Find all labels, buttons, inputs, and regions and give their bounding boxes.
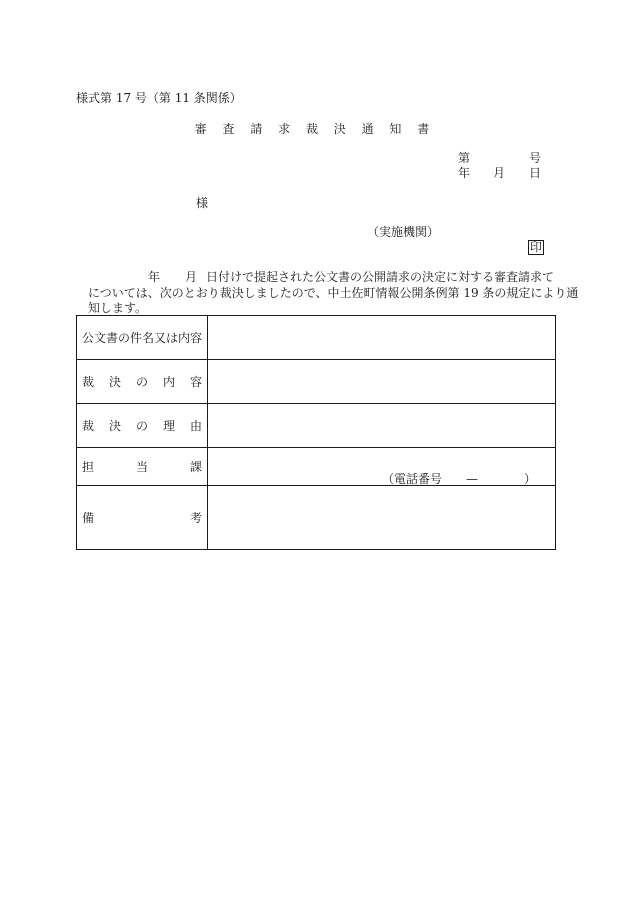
date-day: 日 bbox=[529, 166, 542, 180]
body-line-2: については、次のとおり裁決しましたので、中土佐町情報公開条例第 19 条の規定により通 bbox=[88, 286, 579, 300]
row-label bbox=[77, 486, 208, 550]
row-label-text bbox=[77, 373, 207, 390]
seal-mark: 印 bbox=[530, 240, 543, 254]
department-row bbox=[77, 448, 556, 486]
label-char: 容 bbox=[189, 375, 202, 389]
label-char: 考 bbox=[189, 511, 202, 525]
row-value[interactable] bbox=[208, 448, 556, 486]
label-char: 由 bbox=[189, 419, 202, 433]
row-value[interactable] bbox=[208, 486, 556, 550]
label-char: 担 bbox=[82, 460, 95, 474]
label-char: 裁 bbox=[82, 419, 95, 433]
row-label bbox=[77, 448, 208, 486]
ruling-content-row bbox=[77, 360, 556, 404]
row-label-text bbox=[77, 417, 207, 434]
document-title: 審 査 請 求 裁 決 通 知 書 bbox=[194, 122, 436, 136]
date-year: 年 bbox=[458, 166, 471, 180]
row-value[interactable] bbox=[208, 316, 556, 360]
row-value[interactable] bbox=[208, 360, 556, 404]
body-line-1 bbox=[148, 270, 554, 284]
label-char: 決 bbox=[108, 419, 121, 433]
label-char: 内 bbox=[162, 375, 175, 389]
label-char: 当 bbox=[135, 460, 148, 474]
remarks-row bbox=[77, 486, 556, 550]
row-label-text bbox=[77, 509, 207, 526]
label-char: 課 bbox=[189, 460, 202, 474]
addressee-suffix: 様 bbox=[196, 196, 209, 210]
ruling-table bbox=[76, 315, 556, 550]
row-label bbox=[77, 316, 208, 360]
document-title-row bbox=[77, 316, 556, 360]
label-char: の bbox=[135, 375, 148, 389]
row-label bbox=[77, 404, 208, 448]
date-month: 月 bbox=[493, 166, 506, 180]
number-prefix: 第 bbox=[458, 151, 471, 165]
label-char: 裁 bbox=[82, 375, 95, 389]
phone-number-field bbox=[382, 470, 536, 487]
body-year: 年 bbox=[148, 270, 161, 284]
ruling-reason-row bbox=[77, 404, 556, 448]
phone-dash: — bbox=[466, 472, 479, 486]
label-char: の bbox=[135, 419, 148, 433]
label-char: 公文書の件名又は内容 bbox=[82, 331, 203, 345]
row-value[interactable] bbox=[208, 404, 556, 448]
row-label-text bbox=[77, 458, 207, 475]
body-month: 月 bbox=[185, 270, 198, 284]
phone-close: ） bbox=[524, 472, 537, 486]
label-char: 理 bbox=[162, 419, 175, 433]
form-number: 様式第 17 号（第 11 条関係） bbox=[76, 91, 242, 105]
row-label-text bbox=[77, 329, 207, 346]
phone-open: （電話番号 bbox=[382, 472, 443, 486]
issuer-label: （実施機関） bbox=[367, 225, 440, 239]
body-line-3: 知します。 bbox=[88, 301, 148, 315]
body-text-1: 日付けで提起された公文書の公開請求の決定に対する審査請求て bbox=[206, 270, 555, 284]
number-suffix: 号 bbox=[529, 151, 542, 165]
label-char: 決 bbox=[108, 375, 121, 389]
label-char: 備 bbox=[82, 511, 95, 525]
row-label bbox=[77, 360, 208, 404]
